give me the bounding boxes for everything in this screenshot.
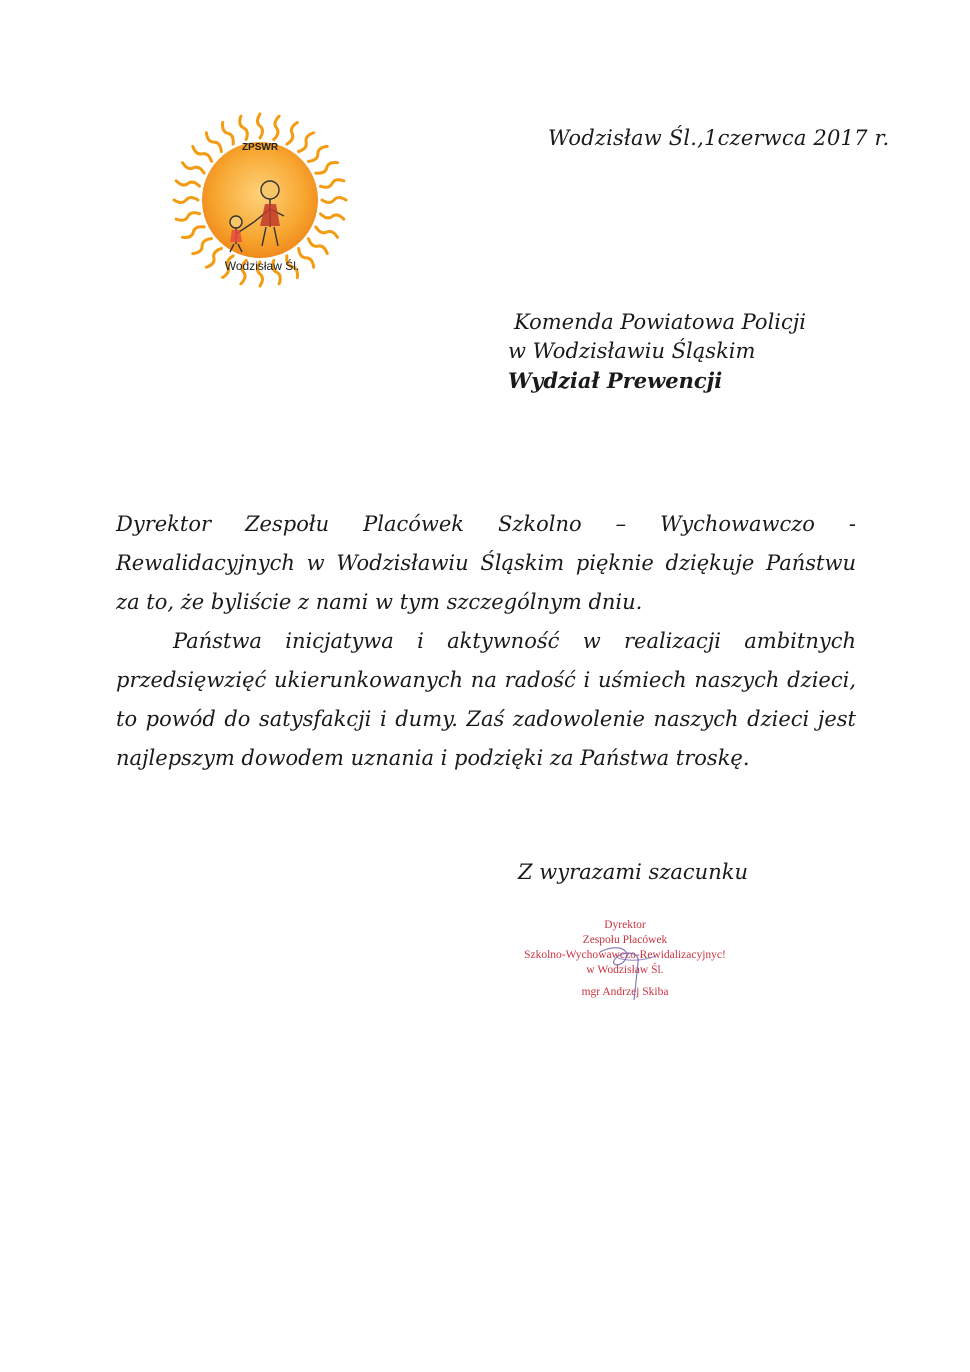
sun-ray	[299, 133, 314, 152]
sun-ray	[308, 146, 327, 161]
sun-ray	[206, 133, 221, 152]
sun-ray	[183, 163, 205, 173]
sun-ray	[308, 239, 327, 254]
sun-ray	[320, 180, 343, 188]
date-line: Wodzisław Śl.,1czerwca 2017 r.	[548, 126, 890, 150]
zpswr-logo	[170, 112, 350, 292]
svg-text:Wodzisław Śl.: Wodzisław Śl.	[224, 259, 300, 273]
sun-ray	[174, 198, 198, 203]
sun-ray	[316, 163, 338, 174]
stamp-line-5: mgr Andrzej Skiba	[581, 986, 669, 998]
signature-icon	[560, 922, 700, 1017]
sun-ray	[193, 146, 212, 161]
sun-ray	[176, 181, 199, 186]
sun-ray	[240, 116, 248, 139]
stamp-line-1: Dyrektor	[604, 919, 646, 931]
sun-ray	[322, 198, 346, 203]
stamp-line-2: Zespołu Placówek	[582, 934, 668, 946]
letter-paragraph-1: Dyrektor Zespołu Placówek Szkolno – Wychowawczo - Rewalidacyjnych w Wodzisławiu Śląskim pięknie dziękuje Państwu za to, że byliście z nami w tym szczególnym dniu.	[116, 512, 856, 614]
sun-ray	[176, 213, 199, 221]
svg-text:ZPSWR: ZPSWR	[241, 142, 279, 153]
closing-line: Z wyrazami szacunku	[518, 860, 748, 884]
sun-ray	[320, 214, 343, 219]
sun-logo-icon	[170, 112, 350, 292]
recipient-line-1: Komenda Powiatowa Policji	[514, 310, 807, 334]
stamp-line-4: w Wodzisław Śl.	[586, 964, 664, 976]
recipient-line-3: Wydział Prewencji	[508, 368, 723, 393]
sun-ray	[287, 123, 297, 145]
sun-ray	[274, 116, 279, 139]
recipient-block	[508, 308, 806, 395]
sun-ray	[223, 123, 234, 145]
sun-ray	[316, 227, 338, 237]
letter-paragraph-2: Państwa inicjatywa i aktywność w realizacji ambitnych przedsięwzięć ukierunkowanych na radość i uśmiech naszych dzieci, to powód do satysfakcji i dumy. Zaś zadowolenie naszych dzieci jest najlepszym dowodem uznania i podzięki za Państwa troskę.	[116, 629, 856, 770]
stamp-line-3: Szkolno-Wychowawczo-Rewidalizacyjnyc!	[524, 949, 726, 961]
handwritten-signature	[560, 922, 700, 1017]
sun-ray	[299, 248, 314, 267]
recipient-line-2: w Wodzisławiu Śląskim	[508, 339, 756, 363]
letter-body	[116, 505, 856, 778]
sun-ray	[183, 227, 205, 238]
sun-ray	[193, 239, 212, 254]
sun-ray	[258, 114, 263, 138]
sun-ray	[206, 248, 221, 267]
